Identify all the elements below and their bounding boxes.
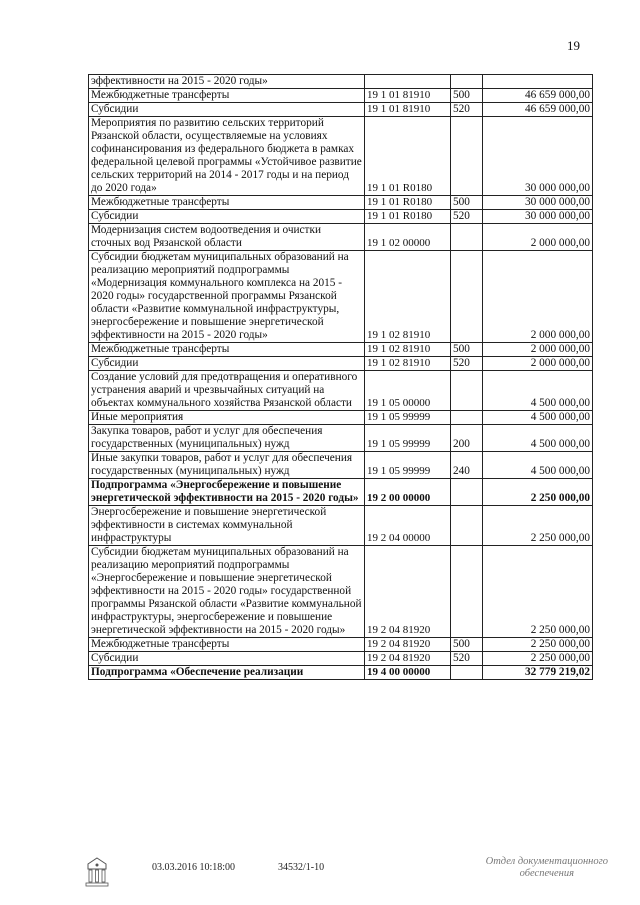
item-name-cell: Субсидии [89, 210, 365, 224]
budget-table [88, 74, 593, 680]
target-code-cell: 19 4 00 00000 [365, 666, 451, 680]
target-code-cell: 19 1 02 00000 [365, 224, 451, 251]
table-row [89, 425, 593, 452]
amount-cell: 30 000 000,00 [483, 196, 593, 210]
table-row [89, 103, 593, 117]
item-name-cell: Субсидии [89, 652, 365, 666]
amount-cell: 2 000 000,00 [483, 224, 593, 251]
footer-date: 03.03.2016 10:18:00 [152, 862, 236, 873]
amount-cell: 46 659 000,00 [483, 103, 593, 117]
expense-type-cell [451, 411, 483, 425]
target-code-cell: 19 1 05 99999 [365, 452, 451, 479]
item-name-cell: Межбюджетные трансферты [89, 196, 365, 210]
target-code-cell: 19 1 01 81910 [365, 103, 451, 117]
item-name-cell: Модернизация систем водоотведения и очистки сточных вод Рязанской области [89, 224, 365, 251]
expense-type-cell [451, 117, 483, 196]
table-row [89, 210, 593, 224]
table-row [89, 343, 593, 357]
target-code-cell: 19 2 04 81920 [365, 546, 451, 638]
budget-table-body [89, 75, 593, 680]
expense-type-cell: 200 [451, 425, 483, 452]
department-stamp [486, 856, 608, 880]
item-name-cell: Создание условий для предотвращения и оперативного устранения аварий и чрезвычайных ситуаций на объектах коммунального хозяйства Рязанской области [89, 371, 365, 411]
amount-cell: 2 250 000,00 [483, 546, 593, 638]
item-name-cell: Межбюджетные трансферты [89, 89, 365, 103]
target-code-cell: 19 1 05 99999 [365, 411, 451, 425]
expense-type-cell: 520 [451, 652, 483, 666]
target-code-cell: 19 1 02 81910 [365, 343, 451, 357]
table-row [89, 652, 593, 666]
target-code-cell: 19 1 01 R0180 [365, 117, 451, 196]
expense-type-cell [451, 506, 483, 546]
table-row [89, 251, 593, 343]
amount-cell: 2 250 000,00 [483, 479, 593, 506]
item-name-cell: Межбюджетные трансферты [89, 343, 365, 357]
expense-type-cell: 520 [451, 210, 483, 224]
expense-type-cell [451, 224, 483, 251]
expense-type-cell [451, 251, 483, 343]
amount-cell: 4 500 000,00 [483, 425, 593, 452]
expense-type-cell [451, 75, 483, 89]
item-name-cell: Энергосбережение и повышение энергетической эффективности в системах коммунальной инфраструктуры [89, 506, 365, 546]
table-row [89, 666, 593, 680]
target-code-cell: 19 1 01 R0180 [365, 196, 451, 210]
expense-type-cell: 500 [451, 89, 483, 103]
table-row [89, 452, 593, 479]
expense-type-cell: 500 [451, 343, 483, 357]
expense-type-cell [451, 479, 483, 506]
target-code-cell: 19 1 02 81910 [365, 251, 451, 343]
amount-cell: 2 250 000,00 [483, 652, 593, 666]
target-code-cell: 19 2 00 00000 [365, 479, 451, 506]
amount-cell: 46 659 000,00 [483, 89, 593, 103]
amount-cell: 4 500 000,00 [483, 411, 593, 425]
target-code-cell: 19 1 05 00000 [365, 371, 451, 411]
table-row [89, 89, 593, 103]
expense-type-cell: 520 [451, 103, 483, 117]
item-name-cell: Иные мероприятия [89, 411, 365, 425]
item-name-cell: Подпрограмма «Обеспечение реализации [89, 666, 365, 680]
item-name-cell: Субсидии [89, 357, 365, 371]
amount-cell: 30 000 000,00 [483, 210, 593, 224]
footer-doc-number: 34532/1-10 [278, 862, 325, 873]
amount-cell: 2 250 000,00 [483, 638, 593, 652]
table-row [89, 117, 593, 196]
amount-cell: 4 500 000,00 [483, 452, 593, 479]
amount-cell: 2 250 000,00 [483, 506, 593, 546]
expense-type-cell: 240 [451, 452, 483, 479]
table-row [89, 357, 593, 371]
table-row [89, 546, 593, 638]
item-name-cell: Подпрограмма «Энергосбережение и повышение энергетической эффективности на 2015 - 2020 годы» [89, 479, 365, 506]
item-name-cell: Мероприятия по развитию сельских территорий Рязанской области, осуществляемые на условиях софинансирования из федерального бюджета в рамках федеральной целевой программы «Устойчивое развитие сельских территорий на 2014 - 2017 годы и на период до 2020 года» [89, 117, 365, 196]
emblem-icon [82, 856, 112, 890]
amount-cell [483, 75, 593, 89]
item-name-cell: эффективности на 2015 - 2020 годы» [89, 75, 365, 89]
stamp-line-1: Отдел документационного [485, 856, 608, 867]
table-row [89, 371, 593, 411]
target-code-cell: 19 1 05 99999 [365, 425, 451, 452]
amount-cell: 32 779 219,02 [483, 666, 593, 680]
amount-cell: 30 000 000,00 [483, 117, 593, 196]
expense-type-cell [451, 546, 483, 638]
expense-type-cell: 520 [451, 357, 483, 371]
item-name-cell: Субсидии бюджетам муниципальных образований на реализацию мероприятий подпрограммы «Модернизация коммунального комплекса на 2015 - 2020 годы» государственной программы Рязанской области «Развитие коммунальной инфраструктуры, энергосбережение и повышение энергетической эффективности на 2015 - 2020 годы» [89, 251, 365, 343]
target-code-cell: 19 2 04 81920 [365, 652, 451, 666]
table-row [89, 411, 593, 425]
table-row [89, 479, 593, 506]
table-row [89, 506, 593, 546]
target-code-cell: 19 1 01 R0180 [365, 210, 451, 224]
item-name-cell: Субсидии бюджетам муниципальных образований на реализацию мероприятий подпрограммы «Энергосбережение и повышение энергетической эффективности на 2015 - 2020 годы» государственной программы Рязанской области «Развитие коммунальной инфраструктуры, энергосбережение и повышение энергетической эффективности на 2015 - 2020 годы» [89, 546, 365, 638]
target-code-cell [365, 75, 451, 89]
expense-type-cell [451, 666, 483, 680]
expense-type-cell: 500 [451, 638, 483, 652]
page-number: 19 [567, 38, 580, 53]
table-row [89, 224, 593, 251]
target-code-cell: 19 1 01 81910 [365, 89, 451, 103]
amount-cell: 2 000 000,00 [483, 251, 593, 343]
item-name-cell: Межбюджетные трансферты [89, 638, 365, 652]
target-code-cell: 19 2 04 00000 [365, 506, 451, 546]
table-row [89, 75, 593, 89]
expense-type-cell [451, 371, 483, 411]
amount-cell: 4 500 000,00 [483, 371, 593, 411]
expense-type-cell: 500 [451, 196, 483, 210]
item-name-cell: Иные закупки товаров, работ и услуг для обеспечения государственных (муниципальных) нужд [89, 452, 365, 479]
target-code-cell: 19 2 04 81920 [365, 638, 451, 652]
item-name-cell: Закупка товаров, работ и услуг для обеспечения государственных (муниципальных) нужд [89, 425, 365, 452]
page-footer [88, 856, 608, 890]
stamp-line-2: обеспечения [519, 868, 574, 879]
amount-cell: 2 000 000,00 [483, 357, 593, 371]
item-name-cell: Субсидии [89, 103, 365, 117]
table-row [89, 638, 593, 652]
table-row [89, 196, 593, 210]
target-code-cell: 19 1 02 81910 [365, 357, 451, 371]
amount-cell: 2 000 000,00 [483, 343, 593, 357]
